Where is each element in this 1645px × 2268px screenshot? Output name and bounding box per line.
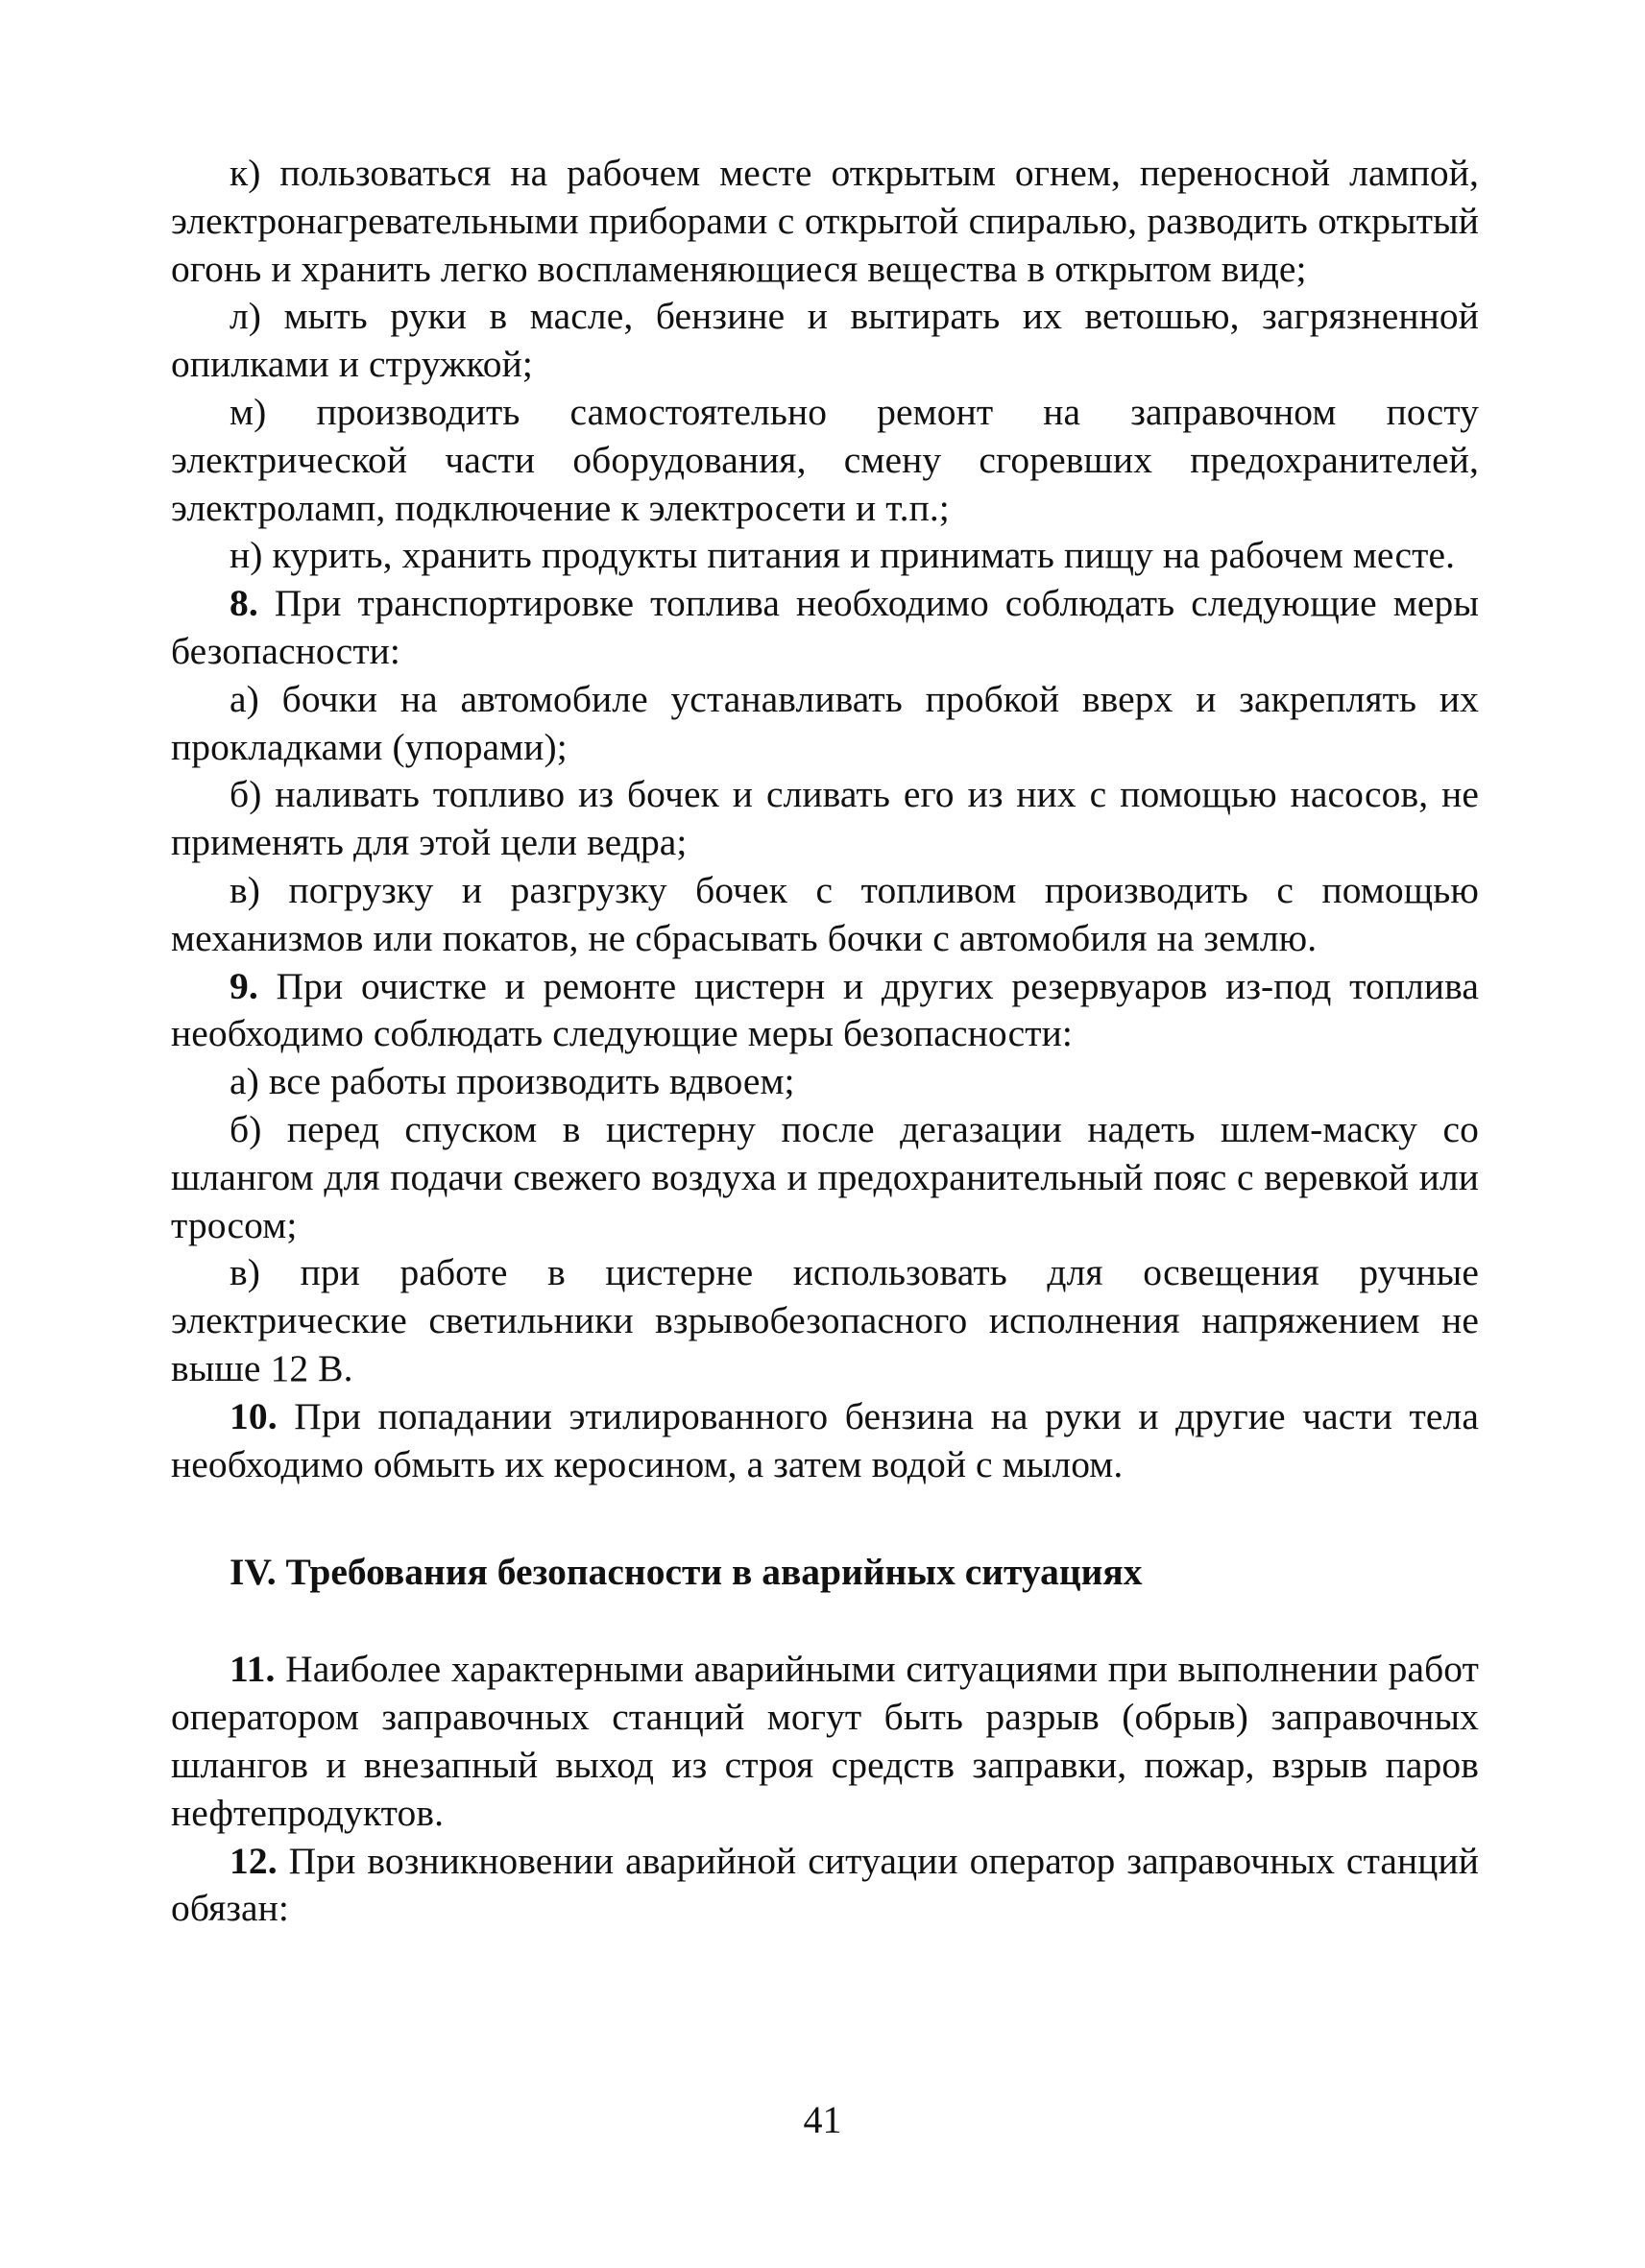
item-number: 10. — [230, 1394, 278, 1437]
paragraph-item-10: 10. При попадании этилированного бензина на руки и другие части тела необходимо обмыть их керосином, а затем водой с мылом. — [171, 1394, 1479, 1485]
paragraph: а) все работы производить вдвоем; — [230, 1060, 795, 1103]
paragraph: б) наливать топливо из бочек и сливать его из них с помощью насосов, не применять для этой цели ведра; — [171, 773, 1479, 864]
item-number: 9. — [230, 964, 258, 1007]
paragraph: б) перед спуском в цистерну после дегазации надеть шлем-маску со шлангом для подачи свежего воздуха и предохранительный пояс с веревкой или тросом; — [171, 1107, 1479, 1246]
paragraph-item-9: 9. При очистке и ремонте цистерн и других резервуаров из-под топлива необходимо соблюдать следующие меры безопасности: — [171, 964, 1479, 1055]
document-page — [171, 150, 1479, 1933]
page-number: 41 — [803, 2098, 842, 2141]
item-number: 8. — [230, 582, 258, 625]
section-heading: IV. Требования безопасности в аварийных ситуациях — [230, 1551, 1143, 1594]
text-top — [171, 150, 1479, 1488]
item-number: 11. — [230, 1648, 276, 1691]
paragraph: а) бочки на автомобиле устанавливать пробкой вверх и закреплять их прокладками (упорами); — [171, 677, 1479, 768]
paragraph-item-8: 8. При транспортировке топлива необходимо соблюдать следующие меры безопасности: — [171, 582, 1479, 672]
text-bottom — [171, 1646, 1479, 1933]
paragraph-item-11: 11. Наиболее характерными аварийными ситуациями при выполнении работ оператором заправочных станций могут быть разрыв (обрыв) заправочных шлангов и внезапный выход из строя средств заправки, пожар, взрыв паров нефтепродуктов. — [171, 1648, 1479, 1834]
item-number: 12. — [230, 1839, 278, 1882]
paragraph: в) погрузку и разгрузку бочек с топливом производить с помощью механизмов или покатов, не сбрасывать бочки с автомобиля на землю. — [171, 868, 1479, 959]
paragraph: к) пользоваться на рабочем месте открытым огнем, переносной лампой, электронагревательными приборами с открытой спиралью, разводить открытый огонь и хранить легко воспламеняющиеся вещества в открытом виде; — [171, 152, 1479, 290]
paragraph: м) производить самостоятельно ремонт на заправочном посту электрической части оборудования, смену сгоревших предохранителей, электроламп, подключение к электросети и т.п.; — [171, 390, 1479, 529]
paragraph: л) мыть руки в масле, бензине и вытирать их ветошью, загрязненной опилками и стружкой; — [171, 295, 1479, 386]
paragraph-item-12: 12. При возникновении аварийной ситуации оператор заправочных станций обязан: — [171, 1839, 1479, 1930]
paragraph: в) при работе в цистерне использовать для освещения ручные электрические светильники взрывобезопасного исполнения напряжением не выше 12 В. — [171, 1251, 1479, 1389]
paragraph: н) курить, хранить продукты питания и принимать пищу на рабочем месте. — [230, 534, 1456, 577]
